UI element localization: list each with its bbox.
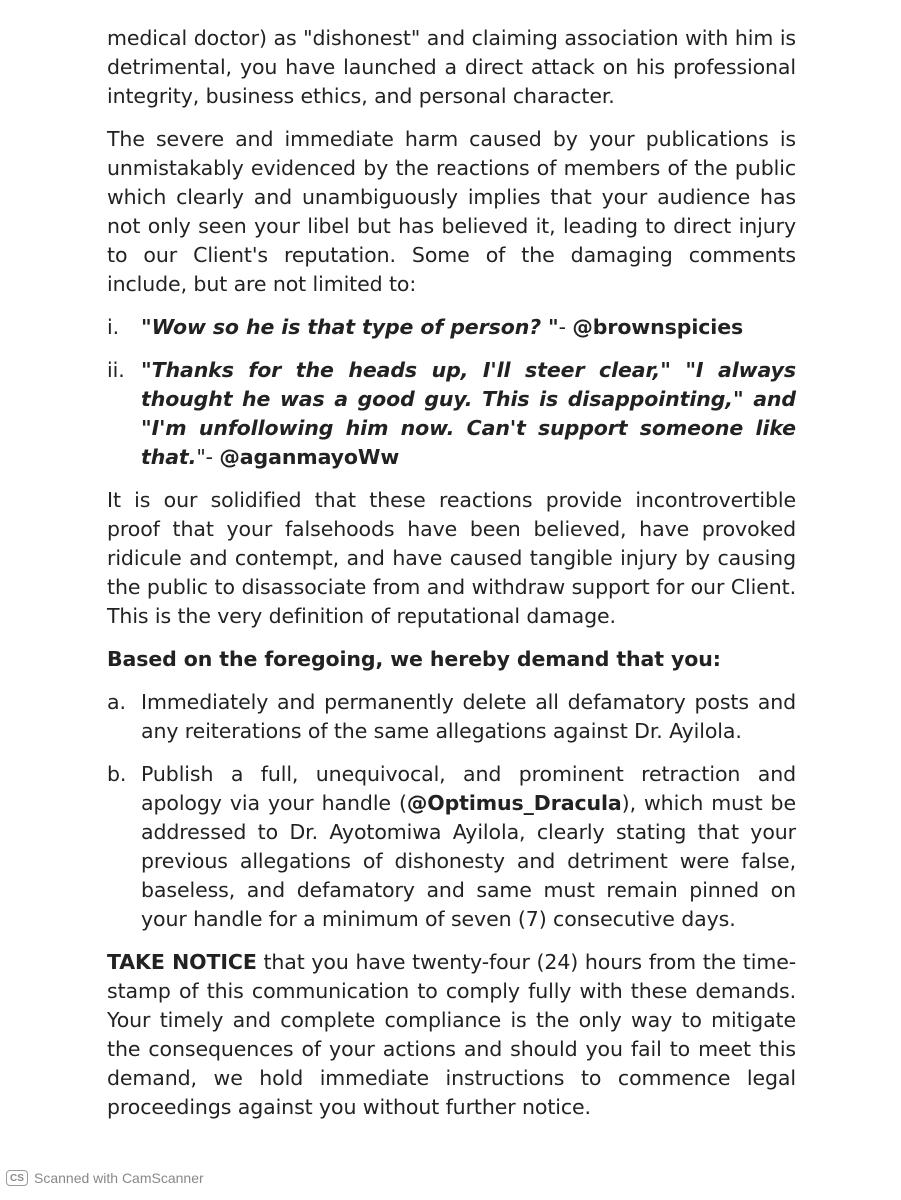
comment-marker: i.	[107, 315, 120, 339]
comment-text	[141, 313, 796, 342]
demand-heading: Based on the foregoing, we hereby demand that you:	[107, 647, 721, 671]
demand-item-a	[107, 688, 796, 746]
letter-page	[107, 24, 796, 1136]
comment-marker: ii.	[107, 358, 125, 382]
demand-marker: b.	[107, 762, 127, 786]
notice-label: TAKE NOTICE	[107, 950, 257, 974]
comment-separator: -	[558, 315, 573, 339]
watermark-label: Scanned with CamScanner	[34, 1170, 204, 1186]
camscanner-logo-icon: CS	[6, 1170, 28, 1186]
comment-item-2	[107, 356, 796, 472]
comment-quote: "Thanks for the heads up, I'll steer clear," "I always thought he was a good guy. This is disappointing," and "I'm unfollowing him now. Can't support someone like that.	[141, 358, 796, 469]
paragraph-proof: It is our solidified that these reactions provide incontrovertible proof that your falsehoods have been believed, have provoked ridicule and contempt, and have caused tangible injury by causing the public to disassociate from and withdraw support for our Client. This is the very definition of reputational damage.	[107, 488, 796, 628]
demand-item-b	[107, 760, 796, 934]
paragraph-take-notice	[107, 948, 796, 1122]
comment-text	[141, 356, 796, 472]
demand-handle: @Optimus_Dracula	[406, 791, 622, 815]
comment-handle: @aganmayoWw	[219, 445, 400, 469]
camscanner-watermark	[6, 1170, 204, 1186]
paragraph-defamation-context: medical doctor) as "dishonest" and claiming association with him is detrimental, you have launched a direct attack on his professional integrity, business ethics, and personal character.	[107, 26, 796, 108]
paragraph-public-reactions: The severe and immediate harm caused by your publications is unmistakably evidenced by the reactions of members of the public which clearly and unambiguously implies that your audience has not only seen your libel but has believed it, leading to direct injury to our Client's reputation. Some of the damaging comments include, but are not limited to:	[107, 127, 796, 296]
comment-separator: "-	[196, 445, 220, 469]
comment-quote: "Wow so he is that type of person? "	[141, 315, 559, 339]
comment-item-1	[107, 313, 796, 342]
demand-text-after: ), which must be addressed to Dr. Ayotomiwa Ayilola, clearly stating that your previous allegations of dishonesty and detriment were false, baseless, and defamatory and same must remain pinned on your handle for a minimum of seven (7) consecutive days.	[141, 791, 796, 931]
demand-text	[141, 760, 796, 934]
demand-text-before: Publish a full, unequivocal, and prominent retraction and apology via your handle (	[141, 762, 796, 815]
comment-handle: @brownspicies	[572, 315, 744, 339]
notice-text: that you have twenty-four (24) hours from the time-stamp of this communication to comply fully with these demands. Your timely and complete compliance is the only way to mitigate the consequences of your actions and should you fail to meet this demand, we hold immediate instructions to commence legal proceedings against you without further notice.	[107, 950, 796, 1119]
demand-text: Immediately and permanently delete all defamatory posts and any reiterations of the same allegations against Dr. Ayilola.	[141, 690, 796, 743]
demand-marker: a.	[107, 690, 126, 714]
